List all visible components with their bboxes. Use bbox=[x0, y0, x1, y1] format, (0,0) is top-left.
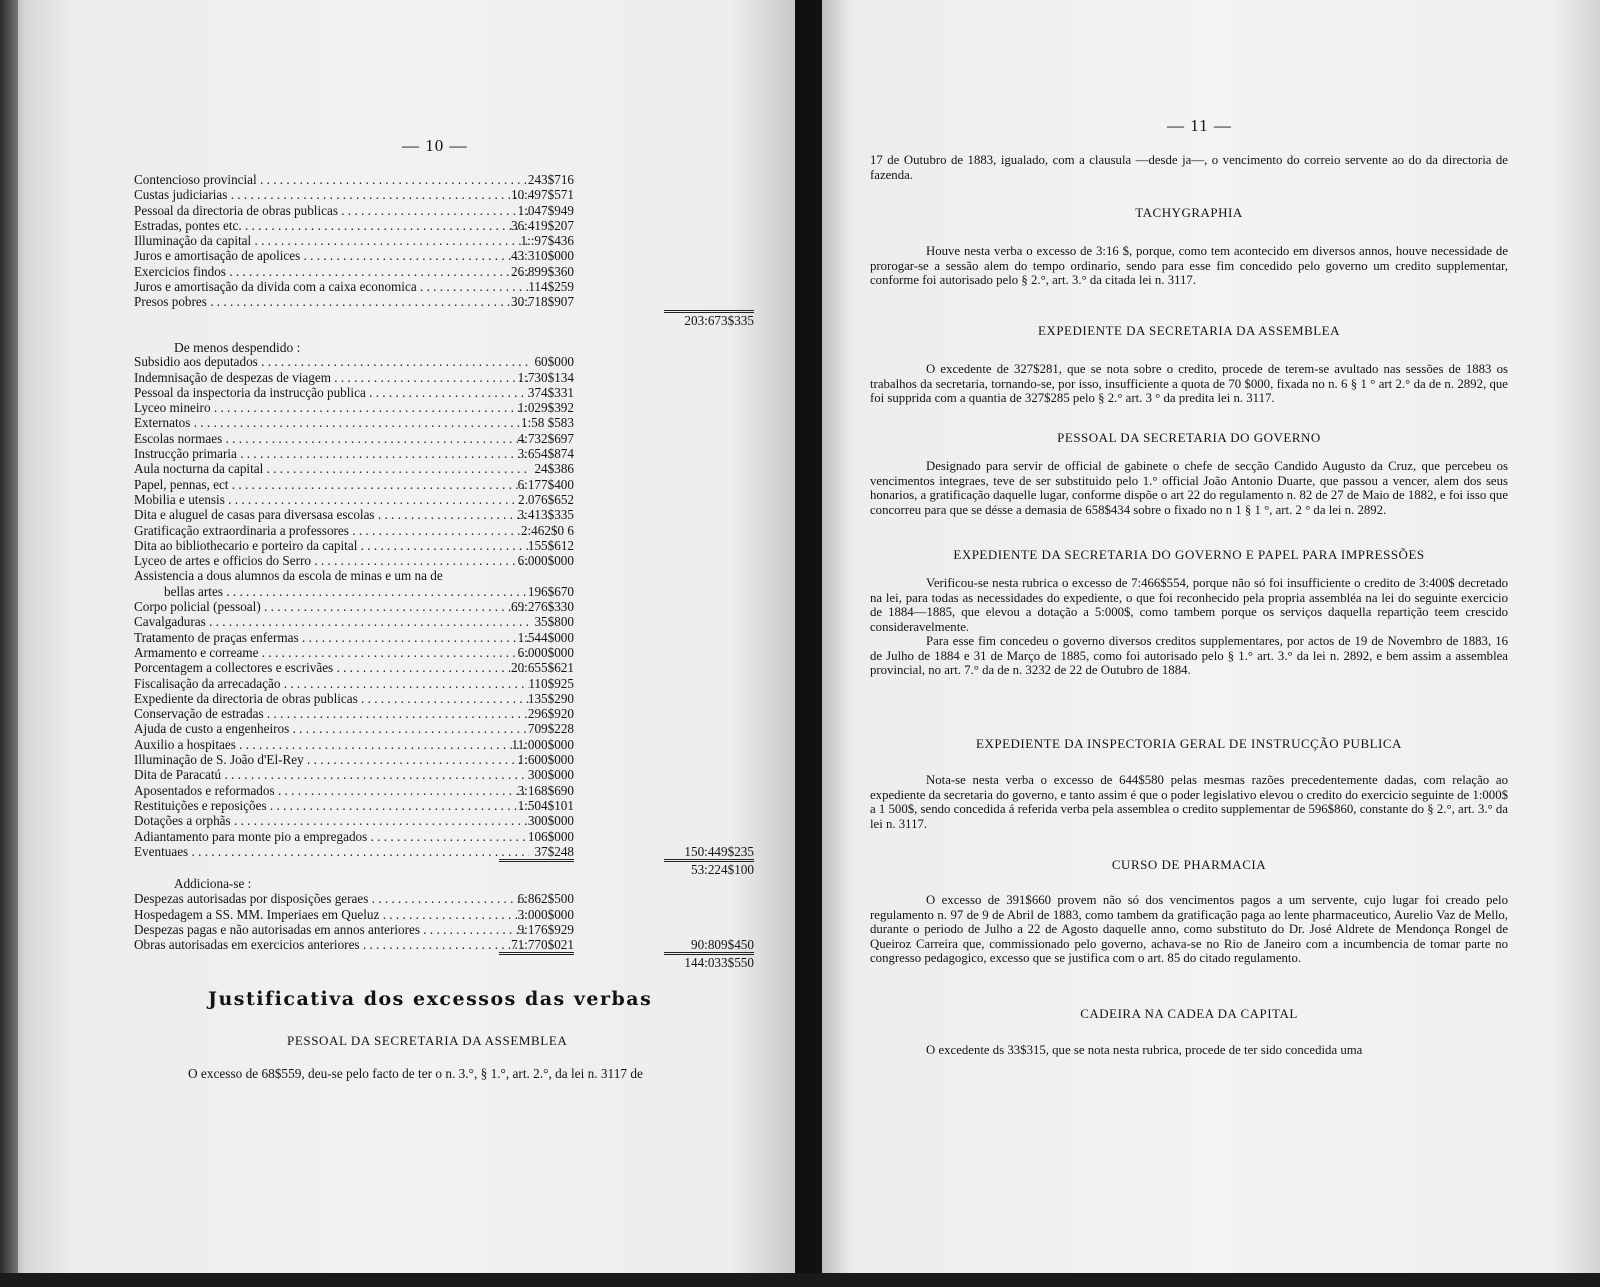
section-body bbox=[870, 1043, 1508, 1058]
ledger-row bbox=[134, 203, 754, 218]
ledger-row bbox=[134, 568, 754, 583]
ledger-row bbox=[134, 461, 754, 476]
expense-ledger-additions bbox=[134, 876, 754, 970]
ledger-value: 69:276$330 bbox=[510, 599, 574, 615]
ledger-label: bellas artes . . . bbox=[134, 584, 529, 599]
section-heading: PESSOAL DA SECRETARIA DO GOVERNO bbox=[1057, 430, 1321, 445]
ledger-row bbox=[134, 492, 754, 507]
ledger-row bbox=[134, 752, 754, 767]
ledger-row bbox=[134, 431, 754, 446]
ledger-label: Despezas autorisadas por disposições geraes . . . bbox=[134, 891, 529, 906]
ledger-value: 1:047$949 bbox=[517, 202, 574, 218]
ledger-row bbox=[134, 599, 754, 614]
ledger-row bbox=[134, 891, 754, 906]
ledger-value: 300$000 bbox=[527, 767, 574, 783]
ledger-row bbox=[134, 813, 754, 828]
ledger-value: 3:168$690 bbox=[517, 782, 574, 798]
ledger-value: 3:654$874 bbox=[517, 446, 574, 462]
ledger-label: Expediente da directoria de obras publicas . . . bbox=[134, 691, 529, 706]
ledger-total: 144:033$550 bbox=[684, 955, 754, 971]
section-body bbox=[870, 244, 1508, 288]
ledger-value: 43:310$000 bbox=[510, 248, 574, 264]
ledger-label: Restituições e reposições . . . bbox=[134, 798, 529, 813]
ledger-label: Dita de Paracatú . . . bbox=[134, 767, 529, 782]
ledger-value: 35$800 bbox=[534, 614, 574, 630]
expense-ledger-savings bbox=[134, 339, 754, 877]
ledger-value: 300$000 bbox=[527, 813, 574, 829]
paragraph-text: 17 de Outubro de 1883, igualado, com a clausula —desde ja—, o vencimento do correio servente ao do da directoria de fazenda. bbox=[870, 153, 1508, 182]
ledger-value: 1::97$436 bbox=[520, 233, 574, 249]
section-heading: EXPEDIENTE DA SECRETARIA DO GOVERNO E PAPEL PARA IMPRESSÕES bbox=[953, 547, 1425, 562]
ledger-row bbox=[134, 187, 754, 202]
ledger-value: 2 076$652 bbox=[517, 491, 574, 507]
ledger-value: 709$228 bbox=[527, 721, 574, 737]
ledger-label: Tratamento de praças enfermas . . . bbox=[134, 630, 529, 645]
ledger-value: 1:029$392 bbox=[517, 400, 574, 416]
ledger-label: Instrucção primaria . . . bbox=[134, 446, 529, 461]
ledger-label: Lyceo de artes e officios do Serro . . . bbox=[134, 553, 529, 568]
ledger-value: 1:544$000 bbox=[517, 629, 574, 645]
ledger-row bbox=[134, 446, 754, 461]
ledger-row bbox=[134, 172, 754, 187]
ledger-row bbox=[134, 614, 754, 629]
ledger-row bbox=[134, 737, 754, 752]
ledger-label: Conservação de estradas . . . bbox=[134, 706, 529, 721]
page-number: — 10 — bbox=[402, 136, 468, 155]
ledger-row bbox=[134, 937, 754, 952]
intro-paragraph bbox=[870, 153, 1508, 182]
paragraph-text: Para esse fim concedeu o governo diversos creditos supplementares, por actos de 19 de Novembro de 1883, 16 de Julho de 1884 e 31 de Março de 1885, como foi autorisado pelo § 1.° art. 3.° da lei n. 2892, e bem assim a assemblea provincial, no art. 7.° da de n. 3232 de 22 de Outubro de 1884. bbox=[870, 634, 1508, 677]
ledger-value: 1:58 $583 bbox=[520, 415, 574, 431]
ledger-row bbox=[134, 798, 754, 813]
ledger-row bbox=[134, 523, 754, 538]
ledger-value: 1:504$101 bbox=[517, 797, 574, 813]
section-heading: CURSO DE PHARMACIA bbox=[1111, 857, 1267, 872]
ledger-value: 26:899$360 bbox=[510, 263, 574, 279]
ledger-label: Subsidio aos deputados . . . bbox=[134, 354, 529, 369]
ledger-row bbox=[134, 844, 754, 859]
ledger-value: 60$000 bbox=[534, 354, 574, 370]
ledger-subtotal: 90:809$450 bbox=[690, 937, 754, 953]
ledger-label: Corpo policial (pessoal) . . . bbox=[134, 599, 529, 614]
expense-ledger-excess bbox=[134, 172, 754, 328]
ledger-total-row bbox=[134, 952, 754, 970]
ledger-value: 135$290 bbox=[527, 690, 574, 706]
ledger-label: Hospedagem a SS. MM. Imperiaes em Queluz . . . bbox=[134, 907, 529, 922]
ledger-label: Obras autorisadas em exercicios anteriores . . . bbox=[134, 937, 529, 952]
paragraph-text: O excesso de 391$660 provem não só dos vencimentos pagos a um servente, cujo lugar foi creado pelo regulamento n. 97 de 9 de Abril de 1883, como tambem da gratificação paga ao lente pharmaceutico, Aurelio Vaz de Mello, durante o periodo de Julho a 22 de Agosto daquelle anno, como substituto do Dr. José Aldrete de Mendonça Rongel de Queiroz Carreira que, commissionado pelo governo, achava-se no Rio de Janeiro com a incumbencia de tomar parte no congresso pedagogico, excesso que se justifica com o art. 85 do citado regulamento. bbox=[870, 893, 1508, 965]
ledger-value: 6:000$000 bbox=[517, 553, 574, 569]
ledger-row bbox=[134, 660, 754, 675]
ledger-row bbox=[134, 248, 754, 263]
ledger-value: 1:730$134 bbox=[517, 369, 574, 385]
ledger-label: Gratificação extraordinaria a professores . . . bbox=[134, 523, 529, 538]
justification-title: Justificativa dos excessos das verbas bbox=[208, 988, 653, 1010]
ledger-total-row bbox=[134, 310, 754, 328]
paragraph-text: Nota-se nesta verba o excesso de 644$580 pelas mesmas razões precedentemente dadas, com relação ao expediente da secretaria do governo, e tanto assim é que o poder legislativo elevou o credito do exercicio seguinte de 1:000$ a 1 500$, sendo concedida á referida verba pela assemblea o credito supplementar de 596$860, constante do § 2.°, art. 3.° da lei n. 3117. bbox=[870, 773, 1508, 831]
ledger-label: Presos pobres . . . bbox=[134, 294, 529, 309]
ledger-row bbox=[134, 415, 754, 430]
ledger-row bbox=[134, 767, 754, 782]
subtotal-rule bbox=[499, 952, 574, 955]
ledger-value: 6:862$500 bbox=[517, 891, 574, 907]
ledger-row bbox=[134, 630, 754, 645]
ledger-value: 71:770$021 bbox=[510, 937, 574, 953]
ledger-row bbox=[134, 279, 754, 294]
ledger-label: Juros e amortisação de apolices . . . bbox=[134, 248, 529, 263]
ledger-label: Externatos . . . bbox=[134, 415, 529, 430]
paragraph-text: O excedente de 327$281, que se nota sobre o credito, procede de terem-se avultado nas sessões de 1883 os trabalhos da secretaria, tornando-se, por isso, insufficiente a quota de 70 $000, fixada no n. 6 § 1 ° art 2.° da de n. 2892, que foi supprida com a quantia de 327$285 pelo § 2.° art. 3 ° da predita lei n. 3117. bbox=[870, 362, 1508, 405]
ledger-value: 24$386 bbox=[534, 461, 574, 477]
ledger-value: 243$716 bbox=[527, 172, 574, 187]
ledger-label: Cavalgaduras . . . bbox=[134, 614, 529, 629]
ledger-total-row bbox=[134, 859, 754, 877]
ledger-label: Armamento e correame . . . bbox=[134, 645, 529, 660]
ledger-label: Exercicios findos . . . bbox=[134, 264, 529, 279]
ledger-label: Lyceo mineiro . . . bbox=[134, 400, 529, 415]
paragraph-text: Verificou-se nesta rubrica o excesso de 7:466$554, porque não só foi insufficiente o credito de 3:400$ decretado na lei, para todas as necessidades do expediente, o que foi reconhecido pela propria assembléa na lei do seguinte exercicio de 1884—1885, que elevou a dotação a 5:000$, como tambem porque os serviços daquella repartição teem crescido consideravelmente. bbox=[870, 576, 1508, 634]
section-title: Addiciona-se : bbox=[174, 876, 252, 891]
ledger-value: 2:462$0 6 bbox=[520, 522, 574, 538]
ledger-value: 296$920 bbox=[527, 706, 574, 722]
ledger-value: 30:718$907 bbox=[510, 294, 574, 310]
ledger-label: Aposentados e reformados . . . bbox=[134, 783, 529, 798]
section-body bbox=[870, 459, 1508, 517]
ledger-value: 374$331 bbox=[527, 384, 574, 400]
book-edge bbox=[0, 0, 18, 1287]
section-body bbox=[870, 576, 1508, 678]
section-heading: CADEIRA NA CADEA DA CAPITAL bbox=[1080, 1006, 1298, 1021]
ledger-row bbox=[134, 218, 754, 233]
ledger-row bbox=[134, 264, 754, 279]
left-page bbox=[0, 0, 795, 1287]
ledger-label: Pessoal da inspectoria da instrucção publica . . . bbox=[134, 385, 529, 400]
section-body bbox=[870, 773, 1508, 831]
paragraph-text: Houve nesta verba o excesso de 3:16 $, porque, como tem acontecido em diversos annos, houve necessidade de prorogar-se a sessão alem do tempo ordinario, sendo para esse fim concedido pelo governo um credito supplementar, conforme foi autorisado pelo § 2.°, art. 3.° da citada lei n. 3117. bbox=[870, 244, 1508, 287]
ledger-value: 10:497$571 bbox=[510, 187, 574, 203]
ledger-value: 36:419$207 bbox=[510, 217, 574, 233]
ledger-row bbox=[134, 922, 754, 937]
ledger-label: Custas judiciarias . . . bbox=[134, 187, 529, 202]
ledger-label: Juros e amortisação da divida com a caixa economica . . . bbox=[134, 279, 529, 294]
ledger-label: Adiantamento para monte pio a empregados . . . bbox=[134, 829, 529, 844]
ledger-label: Auxilio a hospitaes . . . bbox=[134, 737, 529, 752]
ledger-label: Ajuda de custo a engenheiros . . . bbox=[134, 721, 529, 736]
ledger-value: 196$670 bbox=[527, 583, 574, 599]
ledger-value: 155$612 bbox=[527, 537, 574, 553]
ledger-row bbox=[134, 829, 754, 844]
ledger-label: Porcentagem a collectores e escrivães . . . bbox=[134, 660, 529, 675]
ledger-row bbox=[134, 676, 754, 691]
section-body bbox=[870, 893, 1508, 966]
paragraph-text: Designado para servir de official de gabinete o chefe de secção Candido Augusto da Cruz, que percebeu os vencimentos integraes, teve de ser substituido pelo 1.° official João Antonio Duarte, que passou a vencer, alem dos seus honarios, a gratificação daquelle lugar, conforme dispõe o art 22 do regulamento n. 82 de 27 de Maio de 1882, e foi isso que concorreu para que se désse a demasia de 658$434 sobre o fixado no n 1 § 1 °, art. 2 ° da lei n. 2892. bbox=[870, 459, 1508, 517]
ledger-label: Assistencia a dous alumnos da escola de minas e um na de bbox=[134, 568, 443, 584]
section-heading: EXPEDIENTE DA INSPECTORIA GERAL DE INSTRUCÇÃO PUBLICA bbox=[976, 736, 1402, 751]
ledger-value: 110$925 bbox=[528, 675, 574, 691]
ledger-label: Estradas, pontes etc. . . . bbox=[134, 218, 529, 233]
ledger-value: 20:655$621 bbox=[510, 660, 574, 676]
ledger-row bbox=[134, 691, 754, 706]
ledger-row bbox=[134, 553, 754, 568]
section-title: De menos despendido : bbox=[174, 340, 301, 355]
section-heading: TACHYGRAPHIA bbox=[1135, 205, 1243, 220]
ledger-value: 11:000$000 bbox=[511, 736, 574, 752]
ledger-total: 203:673$335 bbox=[684, 312, 754, 328]
ledger-subtotal: 150:449$235 bbox=[684, 843, 754, 859]
ledger-label: Eventuaes . . . bbox=[134, 844, 529, 859]
section-paragraph: O excesso de 68$559, deu-se pelo facto de ter o n. 3.°, § 1.°, art. 2.°, da lei n. 3117 de bbox=[188, 1066, 643, 1081]
page-number: — 11 — bbox=[1167, 116, 1232, 135]
ledger-row bbox=[134, 370, 754, 385]
ledger-label: Mobilia e utensis . . . bbox=[134, 492, 529, 507]
ledger-value: 1:600$000 bbox=[517, 752, 574, 768]
ledger-row bbox=[134, 400, 754, 415]
ledger-value: 106$000 bbox=[527, 828, 574, 844]
ledger-row bbox=[134, 584, 754, 599]
ledger-label: Illuminação de S. João d'El-Rey . . . bbox=[134, 752, 529, 767]
ledger-label: Dita e aluguel de casas para diversasa escolas . . . bbox=[134, 507, 529, 522]
ledger-label: Despezas pagas e não autorisadas em annos anteriores . . . bbox=[134, 922, 529, 937]
ledger-label: Aula nocturna da capital . . . bbox=[134, 461, 529, 476]
ledger-value: 9:176$929 bbox=[517, 921, 574, 937]
paragraph-text: O excedente ds 33$315, que se nota nesta rubrica, procede de ter sido concedida uma bbox=[926, 1043, 1363, 1057]
right-page bbox=[822, 0, 1600, 1287]
ledger-row bbox=[134, 907, 754, 922]
ledger-label: Illuminação da capital . . . bbox=[134, 233, 529, 248]
ledger-value: 3:000$000 bbox=[517, 906, 574, 922]
ledger-row bbox=[134, 645, 754, 660]
ledger-value: 6:177$400 bbox=[517, 476, 574, 492]
ledger-label: Dita ao bibliothecario e porteiro da capital . . . bbox=[134, 538, 529, 553]
ledger-row bbox=[134, 706, 754, 721]
ledger-label: Pessoal da directoria de obras publicas . . . bbox=[134, 203, 529, 218]
ledger-row bbox=[134, 233, 754, 248]
ledger-row bbox=[134, 294, 754, 309]
ledger-total: 53:224$100 bbox=[690, 862, 754, 878]
subtotal-rule bbox=[499, 859, 574, 862]
ledger-label: Escolas normaes . . . bbox=[134, 431, 529, 446]
ledger-value: 37$248 bbox=[534, 843, 574, 859]
ledger-label: Contencioso provincial . . . bbox=[134, 172, 529, 187]
section-heading: EXPEDIENTE DA SECRETARIA DA ASSEMBLEA bbox=[1037, 323, 1341, 338]
ledger-value: 4:732$697 bbox=[517, 430, 574, 446]
scan-bottom-edge bbox=[0, 1273, 1600, 1287]
ledger-spacer bbox=[134, 339, 754, 354]
section-body bbox=[870, 362, 1508, 406]
ledger-row bbox=[134, 507, 754, 522]
ledger-label: Indemnisação de despezas de viagem . . . bbox=[134, 370, 529, 385]
ledger-row bbox=[134, 538, 754, 553]
book-gutter bbox=[795, 0, 822, 1287]
ledger-value: 6:000$000 bbox=[517, 644, 574, 660]
ledger-row bbox=[134, 783, 754, 798]
ledger-row bbox=[134, 354, 754, 369]
ledger-row bbox=[134, 721, 754, 736]
ledger-value: 114$259 bbox=[528, 279, 574, 295]
section-heading: PESSOAL DA SECRETARIA DA ASSEMBLEA bbox=[287, 1033, 568, 1048]
ledger-row bbox=[134, 477, 754, 492]
ledger-label: Dotações a orphãs . . . bbox=[134, 813, 529, 828]
ledger-label: Fiscalisação da arrecadação . . . bbox=[134, 676, 529, 691]
ledger-row bbox=[134, 385, 754, 400]
ledger-value: 3:413$335 bbox=[517, 507, 574, 523]
ledger-label: Papel, pennas, ect . . . bbox=[134, 477, 529, 492]
